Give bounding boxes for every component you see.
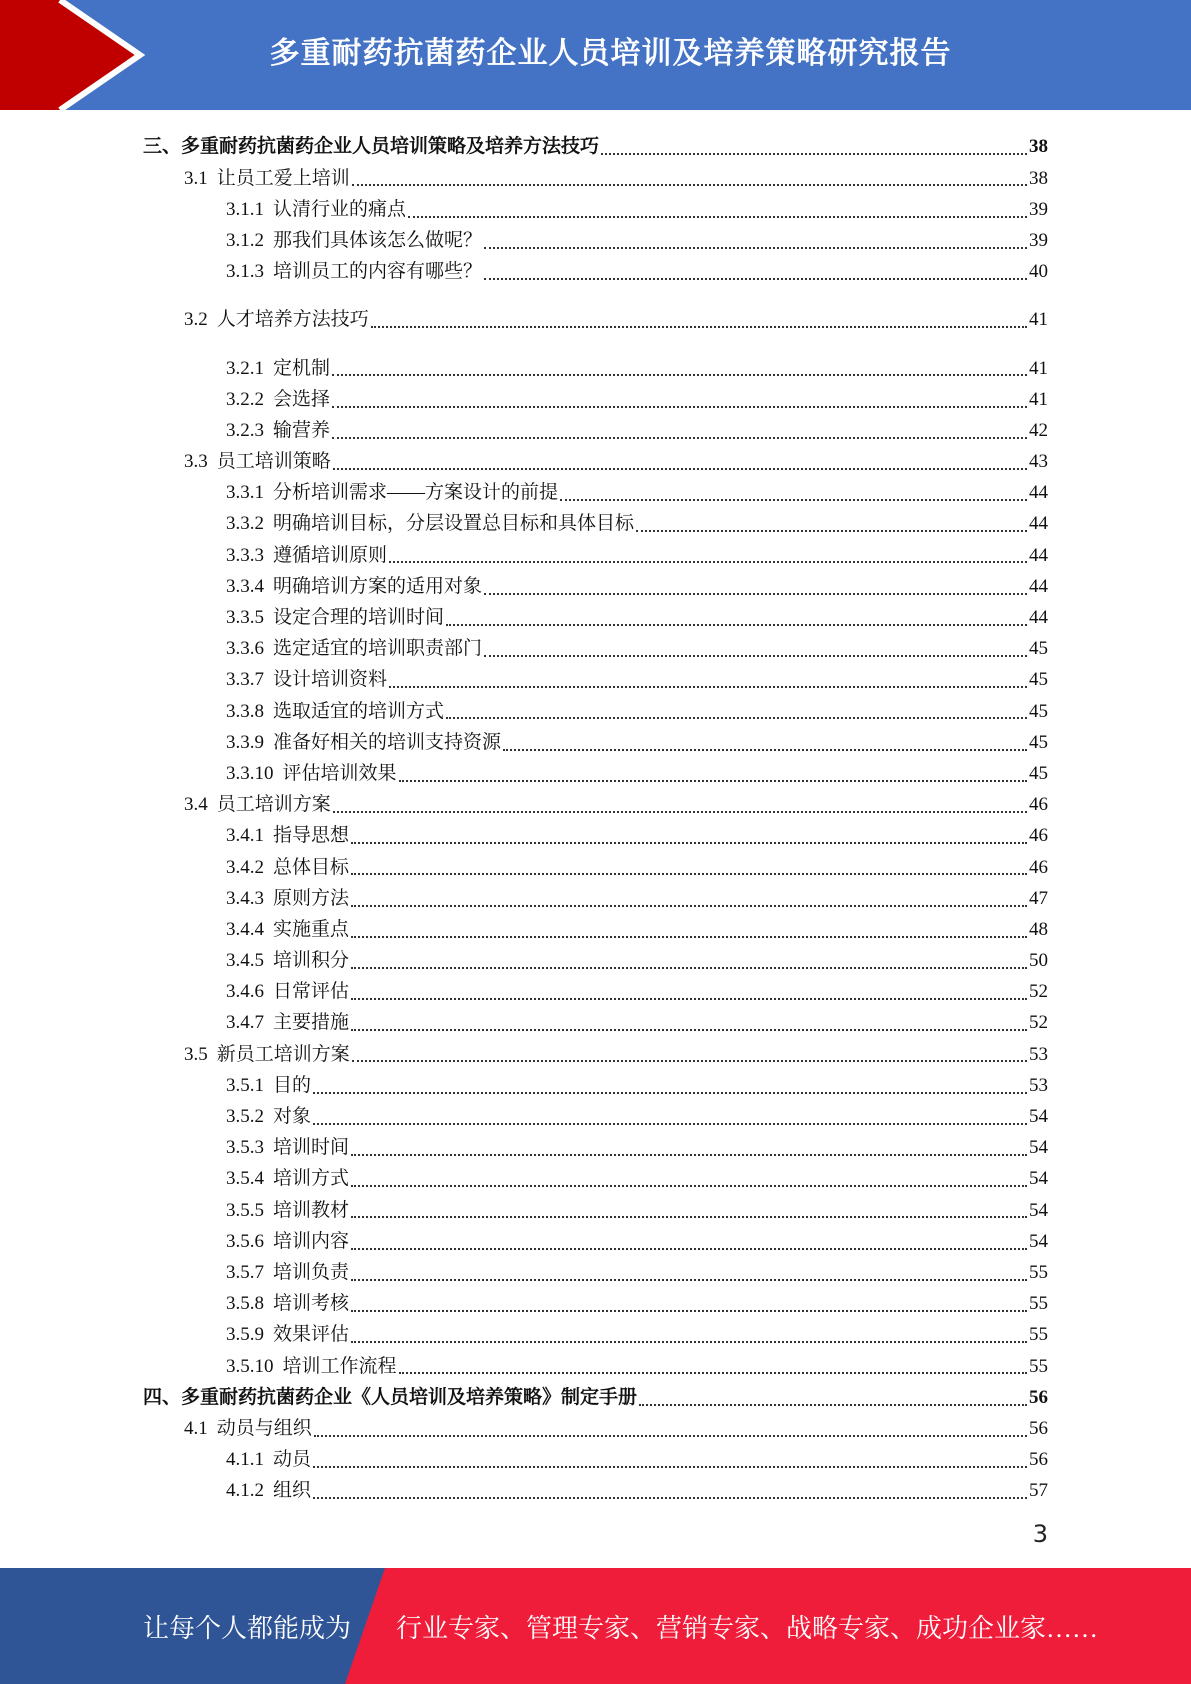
toc-entry-title: 培训教材 bbox=[273, 1199, 350, 1221]
toc-entry-title: 多重耐药抗菌药企业人员培训策略及培养方法技巧 bbox=[181, 136, 600, 158]
toc-entry-title: 定机制 bbox=[273, 357, 331, 379]
page-number: 3 bbox=[1032, 1520, 1048, 1548]
toc-entry-page: 54 bbox=[1029, 1199, 1048, 1221]
toc-entry-title: 那我们具体该怎么做呢？ bbox=[273, 229, 483, 251]
toc-leader-dots bbox=[313, 1465, 1027, 1468]
toc-entry-title: 实施重点 bbox=[273, 918, 350, 940]
toc-leader-dots bbox=[639, 1403, 1027, 1406]
toc-entry-number: 3.3.1 bbox=[226, 482, 264, 504]
toc-entry-number: 3.1.3 bbox=[226, 261, 264, 283]
toc-entry-number: 3.2 bbox=[184, 309, 208, 331]
toc-leader-dots bbox=[313, 1496, 1027, 1499]
toc-entry-page: 45 bbox=[1029, 762, 1048, 784]
toc-entry-number: 3.5.1 bbox=[226, 1074, 264, 1096]
toc-entry[interactable] bbox=[143, 848, 1048, 879]
toc-entry-number: 3.3.10 bbox=[226, 762, 274, 784]
toc-entry[interactable] bbox=[143, 692, 1048, 723]
toc-entry-title: 对象 bbox=[273, 1106, 312, 1128]
toc-entry-number: 4.1 bbox=[184, 1417, 208, 1439]
toc-entry-title: 培训工作流程 bbox=[282, 1355, 397, 1377]
toc-entry[interactable] bbox=[143, 222, 1048, 253]
toc-entry[interactable] bbox=[143, 817, 1048, 848]
toc-entry-page: 50 bbox=[1029, 950, 1048, 972]
toc-leader-dots bbox=[484, 246, 1027, 249]
toc-entry[interactable] bbox=[143, 755, 1048, 786]
toc-entry[interactable] bbox=[143, 1316, 1048, 1347]
toc-entry-page: 55 bbox=[1029, 1261, 1048, 1283]
toc-leader-dots bbox=[484, 592, 1027, 595]
toc-leader-dots bbox=[351, 872, 1027, 875]
toc-entry-title: 认清行业的痛点 bbox=[273, 198, 407, 220]
toc-entry-number: 3.4.3 bbox=[226, 887, 264, 909]
footer-slogan-right: 行业专家、管理专家、营销专家、战略专家、成功企业家…… bbox=[396, 1613, 1099, 1643]
toc-entry-number: 3.3.7 bbox=[226, 669, 264, 691]
toc-entry-title: 分析培训需求——方案设计的前提 bbox=[273, 482, 559, 504]
toc-entry-page: 54 bbox=[1029, 1230, 1048, 1252]
toc-entry[interactable] bbox=[143, 1285, 1048, 1316]
toc-entry-title: 日常评估 bbox=[273, 981, 350, 1003]
toc-leader-dots bbox=[332, 373, 1027, 376]
toc-entry-number: 3.3.4 bbox=[226, 575, 264, 597]
toc-entry-title: 目的 bbox=[273, 1074, 312, 1096]
toc-entry-number: 3.3.3 bbox=[226, 544, 264, 566]
toc-entry-number: 3.5.8 bbox=[226, 1293, 264, 1315]
toc-leader-dots bbox=[408, 215, 1027, 218]
toc-entry-page: 46 bbox=[1029, 825, 1048, 847]
toc-entry-title: 输营养 bbox=[273, 419, 331, 441]
toc-entry-number: 3.5.5 bbox=[226, 1199, 264, 1221]
toc-entry-title: 培训考核 bbox=[273, 1293, 350, 1315]
toc-entry-page: 44 bbox=[1029, 482, 1048, 504]
toc-entry-page: 43 bbox=[1029, 451, 1048, 473]
toc-entry[interactable] bbox=[143, 349, 1048, 380]
toc-entry-page: 52 bbox=[1029, 981, 1048, 1003]
toc-entry-number: 3.1 bbox=[184, 167, 208, 189]
toc-entry-page: 53 bbox=[1029, 1074, 1048, 1096]
toc-leader-dots bbox=[601, 152, 1027, 155]
toc-entry-number: 3.4 bbox=[184, 794, 208, 816]
footer-slogan-left: 让每个人都能成为 bbox=[143, 1613, 352, 1643]
toc-leader-dots bbox=[351, 935, 1027, 938]
toc-entry-number: 三、 bbox=[143, 136, 182, 158]
toc-entry-title: 选定适宜的培训职责部门 bbox=[273, 638, 483, 660]
toc-entry-page: 55 bbox=[1029, 1293, 1048, 1315]
toc-leader-dots bbox=[446, 716, 1027, 719]
toc-entry[interactable] bbox=[143, 911, 1048, 942]
toc-entry-number: 3.4.1 bbox=[226, 825, 264, 847]
toc-entry[interactable] bbox=[143, 1472, 1048, 1503]
toc-entry-number: 3.5.3 bbox=[226, 1137, 264, 1159]
toc-entry-title: 组织 bbox=[273, 1480, 312, 1502]
toc-entry-page: 56 bbox=[1029, 1449, 1048, 1471]
toc-entry-number: 3.3 bbox=[184, 451, 208, 473]
toc-entry-page: 45 bbox=[1029, 669, 1048, 691]
toc-leader-dots bbox=[332, 436, 1027, 439]
toc-leader-dots bbox=[351, 1247, 1027, 1250]
toc-leader-dots bbox=[332, 405, 1027, 408]
toc-leader-dots bbox=[351, 997, 1027, 1000]
toc-entry-number: 3.3.2 bbox=[226, 513, 264, 535]
toc-leader-dots bbox=[399, 779, 1027, 782]
toc-entry-title: 会选择 bbox=[273, 388, 331, 410]
toc-entry-page: 55 bbox=[1029, 1355, 1048, 1377]
toc-entry-title: 原则方法 bbox=[273, 887, 350, 909]
toc-entry-number: 3.2.3 bbox=[226, 419, 264, 441]
toc-entry[interactable] bbox=[143, 630, 1048, 661]
toc-leader-dots bbox=[351, 1028, 1027, 1031]
toc-entry-title: 培训负责 bbox=[273, 1261, 350, 1283]
toc-entry-number: 3.2.1 bbox=[226, 357, 264, 379]
toc-entry-title: 评估培训效果 bbox=[282, 762, 397, 784]
toc-entry-title: 培训员工的内容有哪些？ bbox=[273, 261, 483, 283]
toc-entry[interactable] bbox=[143, 1410, 1048, 1441]
toc-entry-number: 3.5.7 bbox=[226, 1261, 264, 1283]
toc-entry-page: 54 bbox=[1029, 1106, 1048, 1128]
toc-entry-number: 3.5 bbox=[184, 1043, 208, 1065]
toc-entry-title: 多重耐药抗菌药企业《人员培训及培养策略》制定手册 bbox=[181, 1386, 638, 1408]
toc-entry[interactable] bbox=[143, 380, 1048, 411]
toc-entry-number: 4.1.2 bbox=[226, 1480, 264, 1502]
toc-entry-title: 选取适宜的培训方式 bbox=[273, 700, 445, 722]
toc-leader-dots bbox=[351, 1153, 1027, 1156]
toc-entry-page: 56 bbox=[1029, 1417, 1048, 1439]
toc-entry[interactable] bbox=[143, 599, 1048, 630]
toc-entry-page: 44 bbox=[1029, 607, 1048, 629]
toc-entry-page: 54 bbox=[1029, 1137, 1048, 1159]
toc-entry-number: 3.4.5 bbox=[226, 950, 264, 972]
toc-entry[interactable] bbox=[143, 159, 1048, 190]
toc-entry-page: 38 bbox=[1029, 136, 1048, 158]
header-red-arrow bbox=[0, 0, 140, 110]
toc-entry[interactable] bbox=[143, 786, 1048, 817]
toc-entry-page: 45 bbox=[1029, 700, 1048, 722]
toc-entry[interactable] bbox=[143, 1347, 1048, 1378]
toc-entry[interactable] bbox=[143, 942, 1048, 973]
toc-entry-page: 47 bbox=[1029, 887, 1048, 909]
toc-entry-page: 55 bbox=[1029, 1324, 1048, 1346]
toc-entry[interactable] bbox=[143, 661, 1048, 692]
toc-leader-dots bbox=[636, 529, 1027, 532]
toc-entry-page: 40 bbox=[1029, 261, 1048, 283]
toc-entry-page: 52 bbox=[1029, 1012, 1048, 1034]
toc-entry-number: 3.1.2 bbox=[226, 229, 264, 251]
toc-entry[interactable] bbox=[143, 1191, 1048, 1222]
toc-entry-page: 45 bbox=[1029, 638, 1048, 660]
toc-entry[interactable] bbox=[143, 505, 1048, 536]
toc-entry[interactable] bbox=[143, 301, 1048, 332]
toc-entry-page: 41 bbox=[1029, 309, 1048, 331]
table-of-contents bbox=[143, 128, 1048, 1503]
toc-entry-page: 41 bbox=[1029, 357, 1048, 379]
toc-leader-dots bbox=[333, 467, 1027, 470]
toc-entry-title: 效果评估 bbox=[273, 1324, 350, 1346]
toc-entry-title: 设计培训资料 bbox=[273, 669, 388, 691]
toc-entry-title: 总体目标 bbox=[273, 856, 350, 878]
toc-entry-title: 员工培训方案 bbox=[216, 794, 331, 816]
toc-entry-title: 员工培训策略 bbox=[216, 451, 331, 473]
toc-entry[interactable] bbox=[143, 723, 1048, 754]
toc-entry-page: 46 bbox=[1029, 856, 1048, 878]
toc-entry-page: 41 bbox=[1029, 388, 1048, 410]
toc-entry-title: 新员工培训方案 bbox=[216, 1043, 350, 1065]
toc-entry-page: 46 bbox=[1029, 794, 1048, 816]
toc-leader-dots bbox=[313, 1122, 1027, 1125]
toc-entry-title: 培训时间 bbox=[273, 1137, 350, 1159]
toc-entry[interactable] bbox=[143, 128, 1048, 159]
toc-entry-number: 3.1.1 bbox=[226, 198, 264, 220]
toc-leader-dots bbox=[351, 966, 1027, 969]
toc-entry-title: 指导思想 bbox=[273, 825, 350, 847]
toc-leader-dots bbox=[351, 904, 1027, 907]
toc-entry-title: 明确培训目标，分层设置总目标和具体目标 bbox=[273, 513, 635, 535]
toc-leader-dots bbox=[351, 1278, 1027, 1281]
toc-entry-page: 45 bbox=[1029, 731, 1048, 753]
toc-entry-number: 3.5.9 bbox=[226, 1324, 264, 1346]
toc-entry-title: 培训方式 bbox=[273, 1168, 350, 1190]
toc-entry-page: 56 bbox=[1029, 1386, 1048, 1408]
toc-entry-title: 明确培训方案的适用对象 bbox=[273, 575, 483, 597]
toc-entry-number: 3.4.7 bbox=[226, 1012, 264, 1034]
toc-entry[interactable] bbox=[143, 1035, 1048, 1066]
toc-entry-number: 3.2.2 bbox=[226, 388, 264, 410]
toc-entry[interactable] bbox=[143, 567, 1048, 598]
toc-leader-dots bbox=[351, 1184, 1027, 1187]
toc-entry-page: 48 bbox=[1029, 918, 1048, 940]
toc-leader-dots bbox=[389, 685, 1027, 688]
toc-entry-page: 42 bbox=[1029, 419, 1048, 441]
toc-entry-title: 培训积分 bbox=[273, 950, 350, 972]
toc-entry[interactable] bbox=[143, 253, 1048, 284]
toc-entry[interactable] bbox=[143, 1378, 1048, 1409]
toc-leader-dots bbox=[333, 810, 1027, 813]
toc-entry[interactable] bbox=[143, 973, 1048, 1004]
toc-entry[interactable] bbox=[143, 1441, 1048, 1472]
toc-entry[interactable] bbox=[143, 1254, 1048, 1285]
toc-leader-dots bbox=[484, 277, 1027, 280]
toc-entry[interactable] bbox=[143, 1098, 1048, 1129]
toc-entry-title: 遵循培训原则 bbox=[273, 544, 388, 566]
toc-entry-page: 44 bbox=[1029, 513, 1048, 535]
toc-entry[interactable] bbox=[143, 1222, 1048, 1253]
page-footer bbox=[0, 1568, 1191, 1684]
toc-leader-dots bbox=[399, 1371, 1027, 1374]
toc-entry[interactable] bbox=[143, 412, 1048, 443]
toc-entry[interactable] bbox=[143, 1160, 1048, 1191]
toc-entry-number: 3.3.9 bbox=[226, 731, 264, 753]
toc-entry-number: 3.3.6 bbox=[226, 638, 264, 660]
toc-leader-dots bbox=[351, 1215, 1027, 1218]
toc-entry-number: 4.1.1 bbox=[226, 1449, 264, 1471]
toc-entry-page: 38 bbox=[1029, 167, 1048, 189]
toc-entry-page: 44 bbox=[1029, 544, 1048, 566]
toc-entry-title: 主要措施 bbox=[273, 1012, 350, 1034]
toc-entry-page: 54 bbox=[1029, 1168, 1048, 1190]
toc-entry[interactable] bbox=[143, 190, 1048, 221]
toc-leader-dots bbox=[351, 841, 1027, 844]
toc-entry-number: 3.5.6 bbox=[226, 1230, 264, 1252]
toc-entry-number: 3.4.2 bbox=[226, 856, 264, 878]
toc-entry-number: 3.5.2 bbox=[226, 1106, 264, 1128]
toc-entry-page: 39 bbox=[1029, 198, 1048, 220]
toc-entry-number: 3.4.6 bbox=[226, 981, 264, 1003]
toc-leader-dots bbox=[313, 1091, 1027, 1094]
toc-entry-title: 让员工爱上培训 bbox=[216, 167, 350, 189]
toc-leader-dots bbox=[352, 1059, 1027, 1062]
toc-leader-dots bbox=[351, 1340, 1027, 1343]
toc-entry[interactable] bbox=[143, 1004, 1048, 1035]
toc-entry[interactable] bbox=[143, 474, 1048, 505]
toc-entry-title: 设定合理的培训时间 bbox=[273, 607, 445, 629]
toc-leader-dots bbox=[560, 498, 1027, 501]
toc-leader-dots bbox=[503, 748, 1027, 751]
toc-entry-page: 53 bbox=[1029, 1043, 1048, 1065]
toc-entry-title: 准备好相关的培训支持资源 bbox=[273, 731, 502, 753]
toc-entry-page: 57 bbox=[1029, 1480, 1048, 1502]
toc-entry-page: 39 bbox=[1029, 229, 1048, 251]
toc-leader-dots bbox=[371, 325, 1027, 328]
toc-leader-dots bbox=[351, 1309, 1027, 1312]
toc-leader-dots bbox=[352, 183, 1027, 186]
report-title: 多重耐药抗菌药企业人员培训及培养策略研究报告 bbox=[269, 36, 952, 71]
toc-entry[interactable] bbox=[143, 1066, 1048, 1097]
toc-entry-number: 3.4.4 bbox=[226, 918, 264, 940]
page-header bbox=[0, 0, 1191, 110]
toc-leader-dots bbox=[446, 623, 1027, 626]
toc-entry-title: 动员与组织 bbox=[216, 1417, 312, 1439]
toc-entry-number: 3.3.8 bbox=[226, 700, 264, 722]
toc-entry-title: 动员 bbox=[273, 1449, 312, 1471]
toc-entry-title: 人才培养方法技巧 bbox=[216, 309, 369, 331]
toc-entry-number: 3.5.10 bbox=[226, 1355, 274, 1377]
toc-entry[interactable] bbox=[143, 1129, 1048, 1160]
toc-leader-dots bbox=[389, 560, 1027, 563]
toc-entry-page: 44 bbox=[1029, 575, 1048, 597]
toc-entry[interactable] bbox=[143, 879, 1048, 910]
toc-entry[interactable] bbox=[143, 443, 1048, 474]
toc-entry-number: 四、 bbox=[143, 1386, 182, 1408]
toc-entry-number: 3.3.5 bbox=[226, 607, 264, 629]
toc-entry-number: 3.5.4 bbox=[226, 1168, 264, 1190]
toc-leader-dots bbox=[484, 654, 1027, 657]
toc-leader-dots bbox=[314, 1434, 1027, 1437]
toc-entry-title: 培训内容 bbox=[273, 1230, 350, 1252]
toc-entry[interactable] bbox=[143, 536, 1048, 567]
